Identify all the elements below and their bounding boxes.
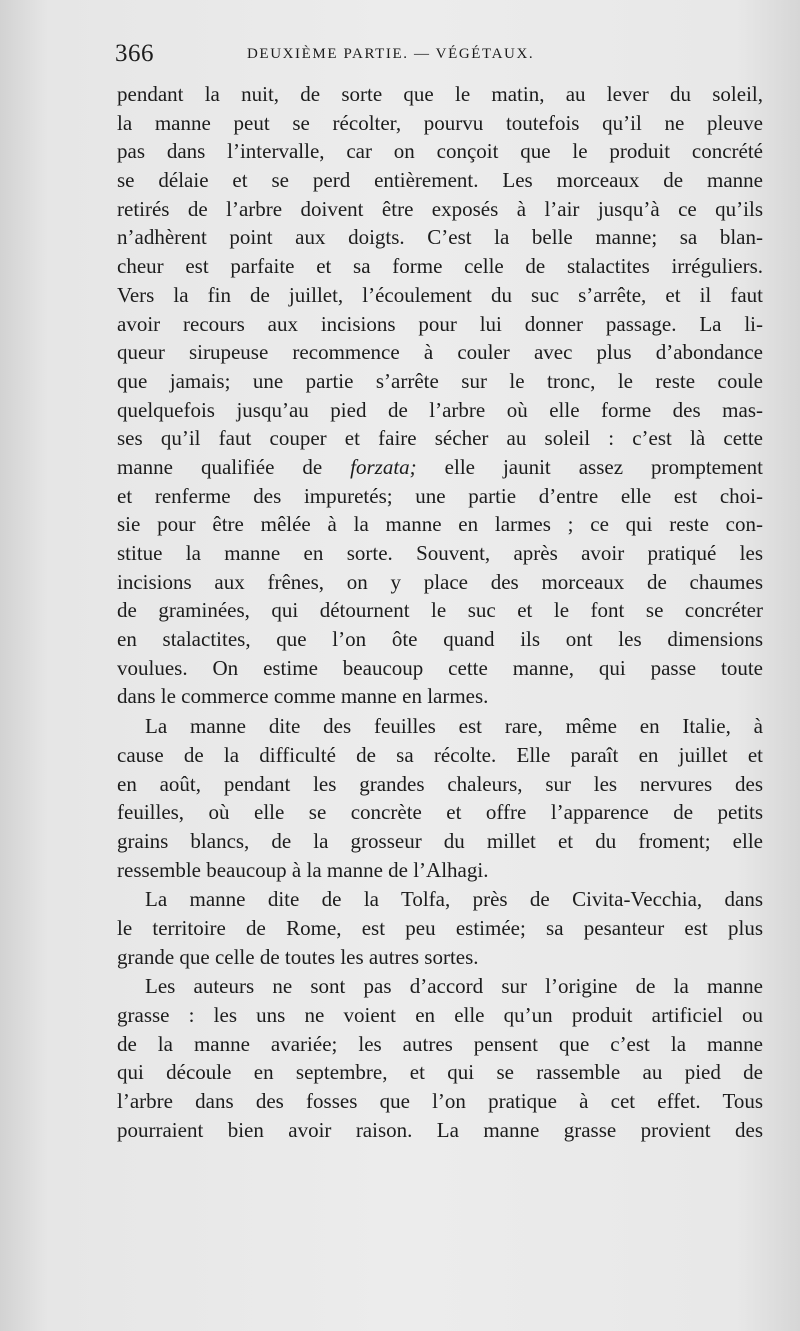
text-line: pendant la nuit, de sorte que le matin, au lever du soleil, [117,82,763,106]
text-line: dans le commerce comme manne en larmes. [117,684,489,709]
text-line: sie pour être mêlée à la manne en larmes ; ce qui reste con- [117,512,763,537]
text-line: cheur est parfaite et sa forme celle de stalactites irréguliers. [117,254,763,279]
text-line: Les auteurs ne sont pas d’accord sur l’origine de la manne [145,974,763,999]
text-line: en stalactites, que l’on ôte quand ils ont les dimensions [117,627,763,652]
text-line: queur sirupeuse recommence à couler avec plus d’abondance [117,340,763,365]
text-line: Vers la fin de juillet, l’écoulement du suc s’arrête, et il faut [117,282,763,307]
text-line: quelquefois jusqu’au pied de l’arbre où elle forme des mas- [117,397,763,422]
text-line: retirés de l’arbre doivent être exposés à l’air jusqu’à ce qu’ils [117,196,763,221]
body-text [117,80,763,1144]
paragraph [117,712,763,884]
paragraph [117,80,763,711]
text-line: ressemble beaucoup à la manne de l’Alhagi. [117,857,489,882]
text-line: n’adhèrent point aux doigts. C’est la belle manne; sa blan- [117,225,763,250]
text-line: que jamais; une partie s’arrête sur le tronc, le reste coule [117,368,763,393]
text-line: avoir recours aux incisions pour lui donner passage. La li- [117,311,763,336]
text-line: se délaie et se perd entièrement. Les morceaux de manne [117,168,763,193]
text-line: pourraient bien avoir raison. La manne grasse provient des [117,1117,763,1142]
text-line: le territoire de Rome, est peu estimée; sa pesanteur est plus [117,915,763,940]
text-line: stitue la manne en sorte. Souvent, après avoir pratiqué les [117,541,763,565]
text-line: l’arbre dans des fosses que l’on pratique à cet effet. Tous [117,1089,763,1114]
text-line: grasse : les uns ne voient en elle qu’un produit artificiel ou [117,1003,763,1027]
text-line: cause de la difficulté de sa récolte. Elle paraît en juillet et [117,742,763,767]
paragraph [117,972,763,1144]
page-number: 366 [115,40,154,67]
text-line: ses qu’il faut couper et faire sécher au soleil : c’est là cette [117,426,763,451]
italic-term: forzata; [350,454,417,479]
text-line: La manne dite des feuilles est rare, même en Italie, à [145,714,763,739]
text-line: feuilles, où elle se concrète et offre l’apparence de petits [117,800,763,825]
text-line-with-italic [117,453,763,482]
text-line: pas dans l’intervalle, car on conçoit que le produit concrété [117,139,763,164]
text-line: qui découle en septembre, et qui se rassemble au pied de [117,1060,763,1085]
text-line: en août, pendant les grandes chaleurs, sur les nervures des [117,771,763,796]
text-line: et renferme des impuretés; une partie d’entre elle est choi- [117,483,763,508]
page-header [115,40,765,76]
text-line: de la manne avariée; les autres pensent que c’est la manne [117,1031,763,1056]
text-line: incisions aux frênes, on y place des morceaux de chaumes [117,569,763,594]
text-run: elle jaunit assez promptement [416,454,763,479]
text-line: grande que celle de toutes les autres sortes. [117,944,479,969]
text-line: La manne dite de la Tolfa, près de Civita-Vecchia, dans [145,887,763,912]
paragraph [117,885,763,971]
text-line: la manne peut se récolter, pourvu toutefois qu’il ne pleuve [117,110,763,135]
text-line: grains blancs, de la grosseur du millet et du froment; elle [117,828,763,853]
text-line: de graminées, qui détournent le suc et le font se concréter [117,598,763,623]
text-line: voulues. On estime beaucoup cette manne, qui passe toute [117,655,763,680]
running-head: DEUXIÈME PARTIE. — VÉGÉTAUX. [247,46,535,62]
text-run: manne qualifiée de [117,454,351,479]
